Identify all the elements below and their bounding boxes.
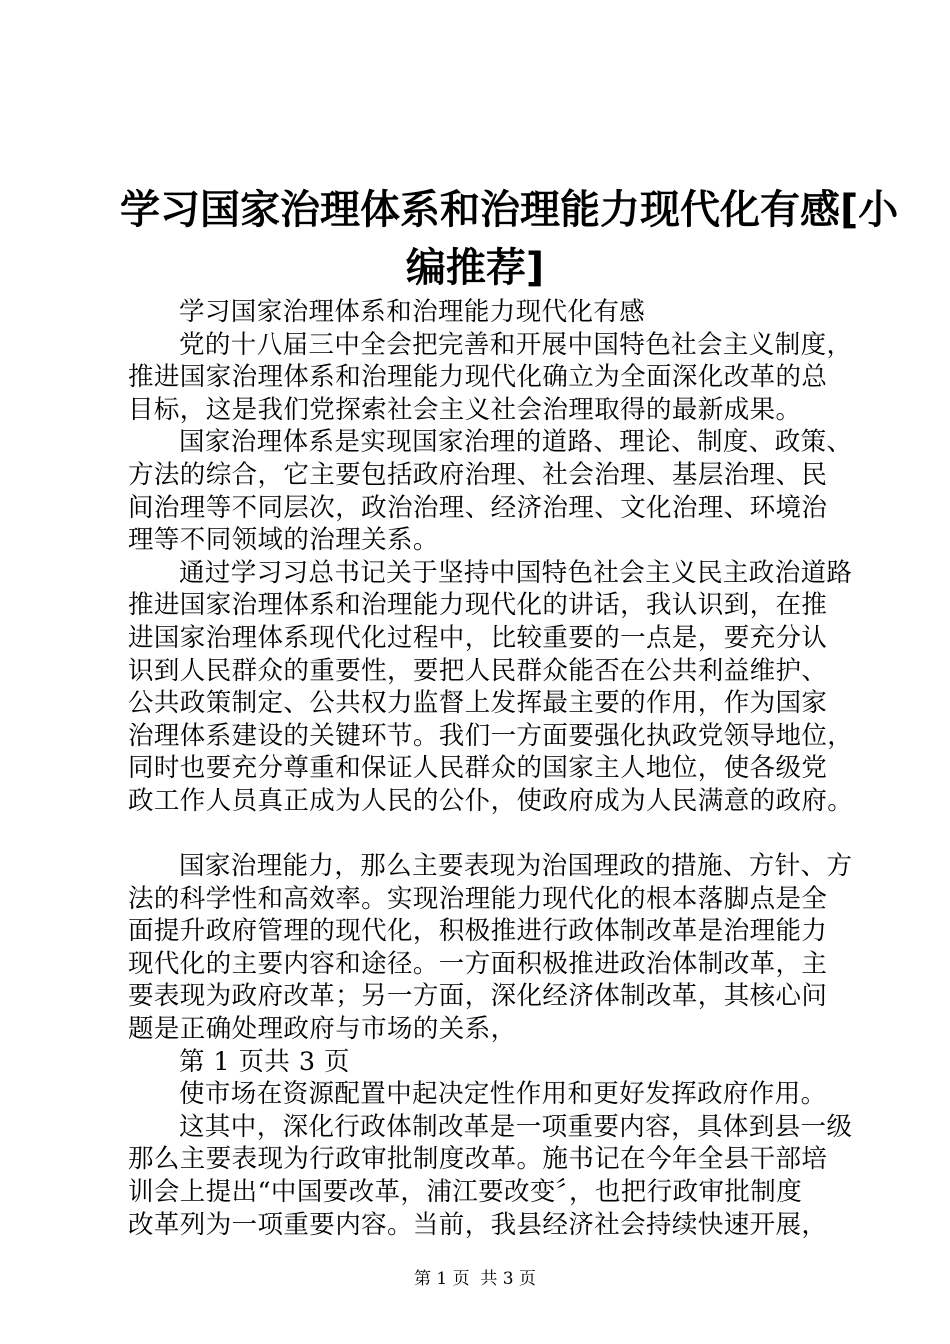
paragraph-line: 通过学习习总书记关于坚持中国特色社会主义民主政治道路 — [179, 557, 853, 588]
paragraph-line: 训会上提出“中国要改革，浦江要改变〞，也把行政审批制度 — [128, 1177, 803, 1208]
paragraph-line: 要表现为政府改革；另一方面，深化经济体制改革，其核心问 — [128, 981, 828, 1012]
body-paragraph — [128, 426, 853, 556]
body-paragraph — [128, 329, 853, 427]
document-body — [128, 296, 854, 1241]
body-paragraph — [128, 1078, 848, 1111]
paragraph-line: 那么主要表现为行政审批制度改革。施书记在今年全县干部培 — [128, 1144, 828, 1175]
paragraph-line: 党的十八届三中全会把完善和开展中国特色社会主义制度， — [179, 329, 853, 360]
paragraph-line: 治理体系建设的关键环节。我们一方面要强化执政党领导地位， — [128, 720, 854, 751]
paragraph-line: 目标，这是我们党探索社会主义社会治理取得的最新成果。 — [128, 394, 802, 425]
body-paragraph — [128, 1111, 853, 1241]
paragraph-line: 推进国家治理体系和治理能力现代化的讲话，我认识到，在推 — [128, 590, 828, 621]
paragraph-line: 改革列为一项重要内容。当前，我县经济社会持续快速开展， — [128, 1209, 828, 1240]
paragraph-line: 进国家治理体系现代化过程中，比较重要的一点是，要充分认 — [128, 622, 828, 653]
body-paragraph — [128, 1046, 848, 1079]
paragraph-line: 国家治理体系是实现国家治理的道路、理论、制度、政策、 — [179, 427, 853, 458]
document-title-line-2: 编推荐] — [405, 245, 545, 291]
paragraph-spacer — [128, 818, 848, 851]
paragraph-line: 推进国家治理体系和治理能力现代化确立为全面深化改革的总 — [128, 362, 828, 393]
paragraph-line: 同时也要充分尊重和保证人民群众的国家主人地位，使各级党 — [128, 753, 828, 784]
paragraph-line: 方法的综合，它主要包括政府治理、社会治理、基层治理、民 — [128, 459, 828, 490]
paragraph-line: 这其中，深化行政体制改革是一项重要内容，具体到县一级 — [179, 1111, 853, 1142]
paragraph-line: 法的科学性和高效率。实现治理能力现代化的根本落脚点是全 — [128, 883, 828, 914]
paragraph-line: 使市场在资源配置中起决定性作用和更好发挥政府作用。 — [179, 1079, 827, 1110]
paragraph-line: 理等不同领域的治理关系。 — [128, 525, 439, 556]
paragraph-line: 面提升政府管理的现代化，积极推进行政体制改革是治理能力 — [128, 916, 828, 947]
paragraph-line: 题是正确处理政府与市场的关系， — [128, 1014, 517, 1045]
paragraph-line: 现代化的主要内容和途径。一方面积极推进政治体制改革，主 — [128, 948, 828, 979]
document-title-line-1: 学习国家治理体系和治理能力现代化有感[小 — [120, 187, 899, 233]
body-paragraph — [128, 296, 848, 329]
body-paragraph — [128, 850, 853, 1046]
paragraph-line: 间治理等不同层次，政治治理、经济治理、文化治理、环境治 — [128, 492, 828, 523]
paragraph-line: 公共政策制定、公共权力监督上发挥最主要的作用，作为国家 — [128, 688, 828, 719]
paragraph-line: 第 1 页共 3 页 — [179, 1046, 350, 1077]
paragraph-line: 学习国家治理体系和治理能力现代化有感 — [179, 297, 646, 327]
paragraph-line: 识到人民群众的重要性，要把人民群众能否在公共利益维护、 — [128, 655, 828, 686]
paragraph-line: 国家治理能力，那么主要表现为治国理政的措施、方针、方 — [179, 851, 853, 882]
body-paragraph — [128, 557, 854, 818]
page-footer: 第 1 页 共 3 页 — [413, 1269, 537, 1289]
paragraph-line: 政工作人员真正成为人民的公仆，使政府成为人民满意的政府。 — [128, 785, 854, 816]
